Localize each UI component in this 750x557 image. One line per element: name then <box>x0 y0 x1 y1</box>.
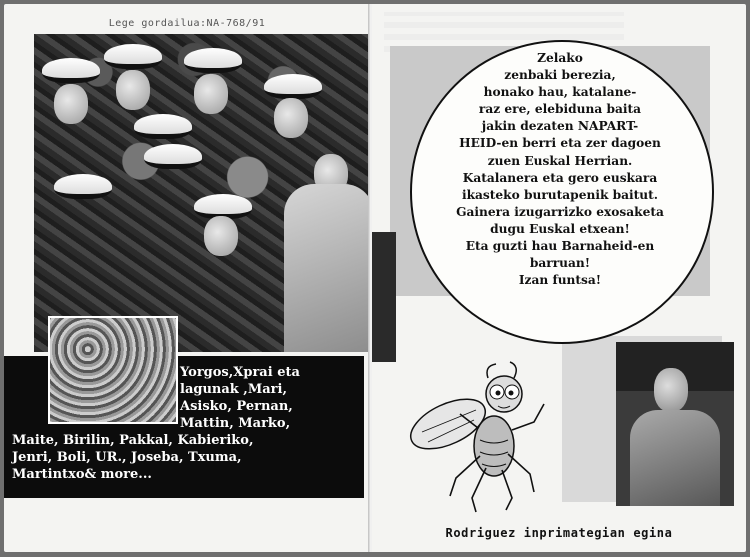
left-page <box>4 4 370 552</box>
credits-text <box>12 364 352 483</box>
bubble-line: zenbaki berezia, <box>504 68 616 83</box>
printer-credit: Rodriguez inprimategian egina <box>445 526 673 540</box>
bubble-line: jakin dezaten NAPART- <box>481 119 639 134</box>
face <box>194 74 228 114</box>
officer-cap <box>54 174 112 199</box>
bubble-line: honako hau, katalane- <box>483 85 637 100</box>
officer-cap <box>144 144 202 169</box>
credits-line: lagunak ,Mari, <box>180 382 287 397</box>
legal-deposit: Lege gordailua:NA-768/91 <box>108 18 266 29</box>
credits-line: Yorgos,Xprai eta <box>180 365 300 380</box>
face <box>116 70 150 110</box>
credits-line: Asisko, Pernan, <box>180 399 293 414</box>
bubble-line: barruan! <box>529 256 591 271</box>
fly-cartoon-icon <box>402 350 552 520</box>
bubble-line: Izan funtsa! <box>518 273 602 288</box>
bubble-line: HEID-en berri eta zer dagoen <box>459 136 661 151</box>
bubble-line: Katalanera eta gero euskara <box>462 170 658 185</box>
face <box>274 98 308 138</box>
man-in-suit <box>284 184 370 352</box>
military-officers-photo <box>34 34 370 352</box>
officer-cap <box>104 44 162 69</box>
officer-cap <box>264 74 322 99</box>
bubble-line: Zelako <box>537 51 583 65</box>
face <box>54 84 88 124</box>
dark-panel <box>372 232 396 362</box>
officer-cap <box>184 48 242 73</box>
face <box>204 216 238 256</box>
officer-cap <box>42 58 100 83</box>
credits-line: Martintxo& more... <box>12 467 152 482</box>
bubble-line: Eta guzti hau Barnaheid-en <box>465 239 655 254</box>
officer-cap <box>134 114 192 139</box>
credits-line: Jenri, Boli, UR., Joseba, Txuma, <box>12 450 242 465</box>
credits-line: Mattin, Marko, <box>180 416 291 431</box>
face <box>654 368 688 412</box>
credits-line: Maite, Birilin, Pakkal, Kabieriko, <box>12 433 254 448</box>
bubble-line: zuen Euskal Herrian. <box>487 153 633 168</box>
bubble-line: dugu Euskal etxean! <box>490 221 630 236</box>
suit <box>630 410 720 506</box>
bubble-line: ikasteko burutapenik baitut. <box>461 187 659 202</box>
speech-bubble-text <box>420 50 700 289</box>
bubble-line: Gainera izugarrizko exosaketa <box>456 204 664 219</box>
right-page <box>372 4 746 552</box>
man-in-suit-photo <box>616 342 734 506</box>
bubble-line: raz ere, elebiduna baita <box>478 102 642 117</box>
